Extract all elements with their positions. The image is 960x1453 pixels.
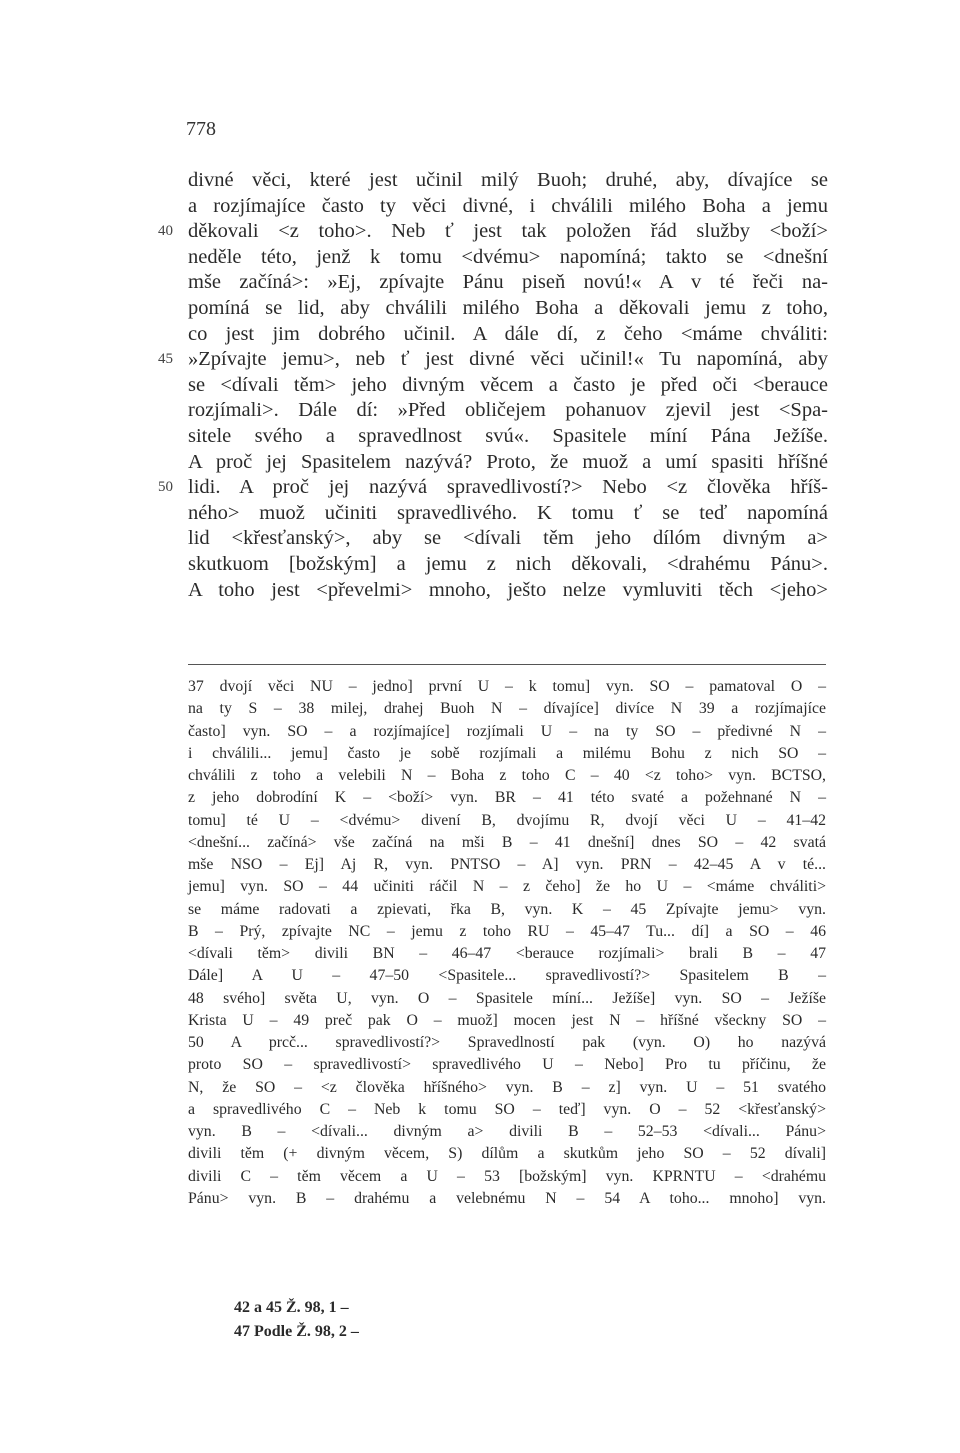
apparatus-line: N, že SO – <z člověka hříšného> vyn. B – z] vyn. U – 51 svatého [188,1078,826,1096]
apparatus-line: často] vyn. SO – a rozjímajíce] rozjímali U – na ty SO – předivné N – [188,722,826,740]
main-text-line [188,552,828,578]
line-text: pomíná se lid, aby chválili milého Boha a děkovali jemu z toho, [188,296,828,319]
line-text: »Zpívajte jemu>, neb ť jest divné věci učinil!« Tu napomíná, aby [188,348,828,371]
reference-line: 47 Podle Ž. 98, 2 – [234,1323,359,1340]
reference-line: 42 a 45 Ž. 98, 1 – [234,1299,349,1316]
apparatus-line: Pánu> vyn. B – drahému a velebnému N – 54 A toho... mnoho] vyn. [188,1189,826,1207]
line-text: A proč jej Spasitelem nazývá? Proto, že muož a umí spasiti hříšné [188,450,828,473]
apparatus-line: Dále] A U – 47–50 <Spasitele... spravedlivostí?> Spasitelem B – [188,967,826,985]
line-text: rozjímali>. Dále dí: »Před obličejem pohanuov zjevil jest <Spa- [188,399,828,422]
apparatus-line: <dnešní... začíná> vše začíná na mši B – 41 dnešní] dnes SO – 42 svatá [188,833,826,851]
line-text: lid <křesťanský>, aby se <dívali těm jeho dílóm divným a> [188,527,828,550]
apparatus-line: 37 dvojí věci NU – jedno] první U – k tomu] vyn. SO – pamatoval O – [188,678,826,695]
main-text-line [158,475,828,501]
apparatus-line: 48 svého] světa U, vyn. O – Spasitele míní... Ježíše] vyn. SO – Ježíše [188,989,826,1007]
main-text-line [188,526,828,552]
apparatus-line: proto SO – spravedlivostí> spravedlivého U – Nebo] Pro tu příčinu, že [188,1056,826,1074]
main-text-line [188,373,828,399]
line-text: a rozjímajíce často ty věci divné, i chválili milého Boha a jemu [188,194,828,217]
main-text-line [188,424,828,450]
critical-apparatus [188,676,826,1210]
line-text: co jest jim dobrého učinil. A dále dí, z čeho <máme chváliti: [188,322,828,345]
line-text: divné věci, které jest učinil milý Buoh; druhé, aby, dívajíce se [188,169,828,191]
line-text: lidi. A proč jej nazývá spravedlivostí?> Nebo <z člověka hříš- [188,476,828,499]
main-text-line [188,168,828,194]
apparatus-line: divili těm (+ divným věcem, S) dílům a skutkům jeho SO – 52 dívali] [188,1145,826,1163]
line-text: ného> muož učiniti spravedlivého. K tomu ť se teď napomíná [188,501,828,524]
apparatus-line: vyn. B – <dívali... divným a> divili B – 52–53 <dívali... Pánu> [188,1123,826,1140]
apparatus-line: z jeho dobrodíní K – <boží> vyn. BR – 41 této svaté a požehnané N – [188,789,826,807]
apparatus-line: B – Prý, zpívajte NC – jemu z toho RU – 45–47 Tu... dí] a SO – 46 [188,922,826,940]
main-text-line [188,296,828,322]
apparatus-line: se máme radovati a zpievati, řka B, vyn. K – 45 Zpívajte jemu> vyn. [188,900,826,918]
main-text-line [188,578,828,604]
apparatus-line: chválili z toho a velebili N – Boha z toho C – 40 <z toho> vyn. BCTSO, [188,767,826,784]
main-text-line [188,322,828,348]
main-text-line [188,450,828,476]
line-number: 50 [158,479,173,496]
apparatus-line: jemu] vyn. SO – 44 učiniti ráčil N – z čeho] že ho U – <máme chváliti> [188,878,826,896]
main-text-line [188,194,828,220]
apparatus-line: Krista U – 49 preč pak O – muož] mocen jest N – hříšné všeckny SO – [188,1011,826,1029]
main-text-line [158,347,828,373]
line-text: sitele svého a spravedlnost svú«. Spasitele míní Pána Ježíše. [188,424,828,447]
main-text-line [188,501,828,527]
apparatus-line: tomu] té U – <dvému> divení B, dvojímu R, dvojí věci U – 41–42 [188,811,826,829]
apparatus-line: mše NSO – Ej] Aj R, vyn. PNTSO – A] vyn. PRN – 42–45 A v té... [188,856,826,873]
line-text: děkovali <z toho>. Neb ť jest tak položen řád služby <boží> [188,220,828,243]
footnote-divider [188,664,826,665]
line-number: 40 [158,223,173,240]
line-text: se <dívali těm> jeho divným věcem a často je před oči <berauce [188,373,828,396]
line-text: A toho jest <převelmi> mnoho, ješto nelze vymluviti těch <jeho> [188,578,828,601]
line-number: 45 [158,351,173,368]
main-text-line [188,398,828,424]
line-text: neděle této, jenž k tomu <dvému> napomíná; takto se <dnešní [188,245,828,268]
apparatus-line: <dívali těm> divili BN – 46–47 <berauce rozjímali> brali B – 47 [188,945,826,962]
main-text-line [158,219,828,245]
apparatus-line: 50 A prcč... spravedlivostí?> Spravedlností pak (vyn. O) ho nazývá [188,1034,826,1051]
apparatus-line: divili C – těm věcem a U – 53 [božským] vyn. KPRNTU – <drahému [188,1167,826,1185]
line-text: mše začíná>: »Ej, zpívajte Pánu piseň novú!« A v té řeči na- [188,271,828,294]
page-number: 778 [186,118,216,140]
main-text-line [188,245,828,271]
line-text: skutkuom [božským] a jemu z nich děkovali, <drahému Pánu>. [188,552,828,575]
scripture-references [234,1296,359,1344]
apparatus-line: na ty S – 38 milej, drahej Buoh N – dívajíce] divíce N 39 a rozjímajíce [188,700,826,718]
main-text [158,168,828,603]
apparatus-line: i chválili... jemu] často je sobě rozjímali a milému Bohu z nich SO – [188,744,826,762]
apparatus-line: a spravedlivého C – Neb k tomu SO – teď] vyn. O – 52 <křesťanský> [188,1100,826,1118]
main-text-line [188,270,828,296]
